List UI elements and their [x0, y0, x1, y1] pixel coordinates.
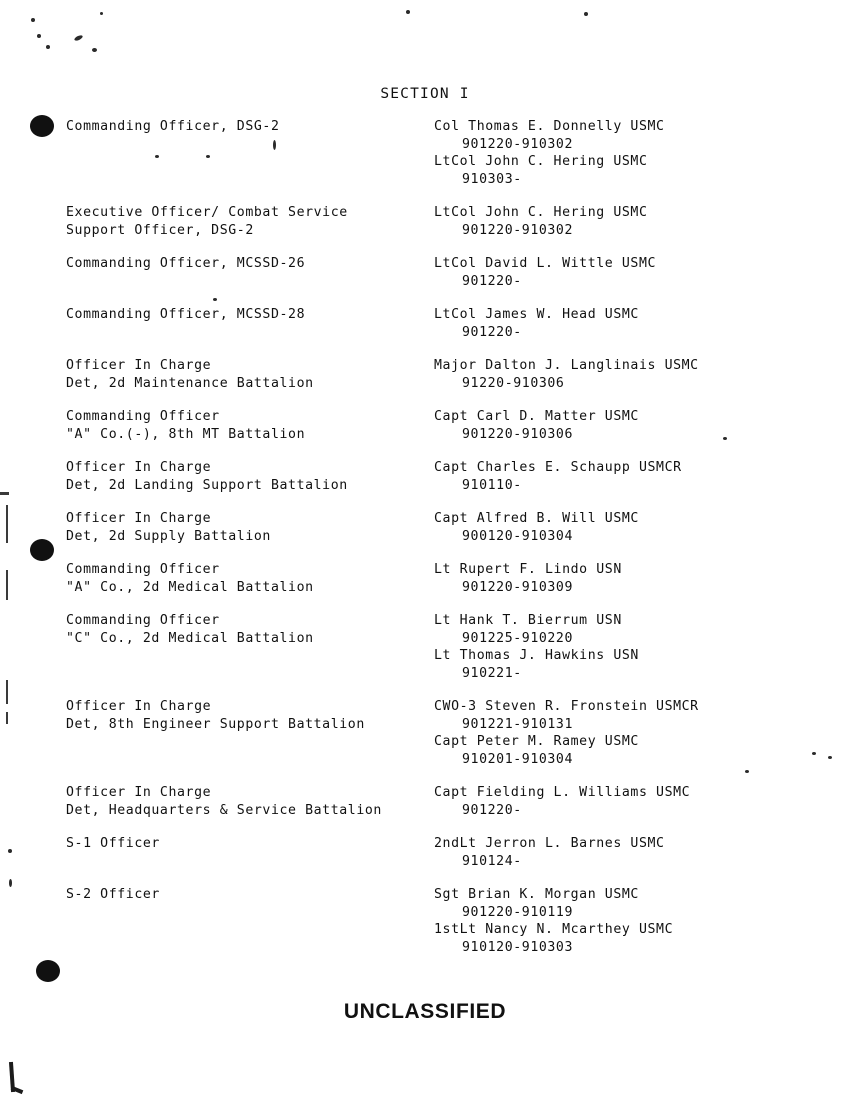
billet-title [66, 612, 434, 647]
roster-entry [66, 408, 796, 443]
roster-entry-row [66, 255, 796, 290]
officer-entry [434, 784, 796, 819]
officer-entry [434, 408, 796, 443]
scan-speck [74, 34, 84, 41]
roster-entry [66, 255, 796, 290]
scan-speck [92, 48, 97, 52]
officer-entry [434, 886, 796, 921]
billet-title-line: Commanding Officer, MCSSD-26 [66, 256, 306, 271]
officer-name: LtCol John C. Hering USMC [434, 154, 648, 169]
billet-title [66, 306, 434, 324]
billet-title-line: "A" Co.(-), 8th MT Battalion [66, 426, 306, 442]
officer-roster-list [66, 118, 796, 972]
officer-entry [434, 698, 796, 733]
officer-list [434, 204, 796, 239]
officer-name: Sgt Brian K. Morgan USMC [434, 887, 639, 902]
officer-name: Lt Hank T. Bierrum USN [434, 613, 622, 628]
roster-entry-row [66, 204, 796, 239]
billet-title-line: Det, 2d Maintenance Battalion [66, 375, 314, 391]
officer-entry [434, 510, 796, 545]
roster-entry [66, 204, 796, 239]
officer-entry [434, 459, 796, 494]
binder-hole-punch-top [30, 115, 54, 137]
billet-title [66, 459, 434, 494]
officer-tour-dates: 900120-910304 [462, 528, 574, 544]
roster-entry-row [66, 698, 796, 768]
roster-entry [66, 118, 796, 188]
officer-name: Major Dalton J. Langlinais USMC [434, 358, 699, 373]
billet-title-line: "C" Co., 2d Medical Battalion [66, 630, 314, 646]
binder-hole-punch-middle [30, 539, 54, 561]
officer-name: Col Thomas E. Donnelly USMC [434, 119, 665, 134]
billet-title-line: Det, 2d Supply Battalion [66, 528, 271, 544]
scan-speck [9, 879, 12, 887]
billet-title-line: Commanding Officer [66, 613, 220, 628]
scan-edge-mark [6, 570, 8, 600]
officer-tour-dates: 901220- [462, 324, 522, 340]
roster-entry-row [66, 784, 796, 819]
roster-entry [66, 510, 796, 545]
billet-title-line: S-2 Officer [66, 887, 160, 902]
officer-entry [434, 835, 796, 870]
officer-list [434, 784, 796, 819]
officer-tour-dates: 901220-910302 [462, 136, 574, 152]
officer-entry [434, 255, 796, 290]
scan-speck [8, 849, 12, 853]
officer-list [434, 698, 796, 768]
officer-tour-dates: 901220-910306 [462, 426, 574, 442]
scan-speck [37, 34, 41, 38]
officer-entry [434, 921, 796, 956]
billet-title-line: Commanding Officer, DSG-2 [66, 119, 280, 134]
roster-entry [66, 835, 796, 870]
billet-title-line: Officer In Charge [66, 460, 212, 475]
officer-list [434, 459, 796, 494]
billet-title [66, 784, 434, 819]
billet-title-line: Officer In Charge [66, 699, 212, 714]
officer-name: Capt Charles E. Schaupp USMCR [434, 460, 682, 475]
officer-list [434, 118, 796, 188]
officer-list [434, 612, 796, 682]
billet-title-line: Support Officer, DSG-2 [66, 222, 254, 238]
officer-tour-dates: 901220-910302 [462, 222, 574, 238]
officer-entry [434, 733, 796, 768]
officer-name: Capt Fielding L. Williams USMC [434, 785, 691, 800]
officer-tour-dates: 910201-910304 [462, 751, 574, 767]
officer-tour-dates: 901220-910119 [462, 904, 574, 920]
officer-entry [434, 612, 796, 647]
officer-tour-dates: 901225-910220 [462, 630, 574, 646]
billet-title [66, 255, 434, 273]
officer-tour-dates: 910124- [462, 853, 522, 869]
officer-tour-dates: 910120-910303 [462, 939, 574, 955]
scan-speck [828, 756, 832, 759]
roster-entry-row [66, 612, 796, 682]
billet-title-line: Executive Officer/ Combat Service [66, 205, 348, 220]
officer-name: Capt Peter M. Ramey USMC [434, 734, 639, 749]
officer-list [434, 357, 796, 392]
officer-name: 1stLt Nancy N. Mcarthey USMC [434, 922, 674, 937]
billet-title-line: Officer In Charge [66, 358, 212, 373]
roster-entry-row [66, 408, 796, 443]
officer-tour-dates: 910221- [462, 665, 522, 681]
scan-edge-mark [6, 680, 8, 704]
roster-entry [66, 459, 796, 494]
officer-list [434, 510, 796, 545]
officer-list [434, 886, 796, 956]
officer-name: CWO-3 Steven R. Fronstein USMCR [434, 699, 699, 714]
officer-tour-dates: 901221-910131 [462, 716, 574, 732]
officer-entry [434, 118, 796, 153]
billet-title [66, 510, 434, 545]
billet-title [66, 204, 434, 239]
billet-title-line: Det, 2d Landing Support Battalion [66, 477, 348, 493]
billet-title-line: S-1 Officer [66, 836, 160, 851]
roster-entry-row [66, 118, 796, 188]
officer-name: Capt Carl D. Matter USMC [434, 409, 639, 424]
roster-entry-row [66, 357, 796, 392]
scan-speck [584, 12, 588, 16]
officer-tour-dates: 91220-910306 [462, 375, 565, 391]
scan-speck [406, 10, 410, 14]
scan-corner-mark [6, 1062, 22, 1096]
billet-title [66, 118, 434, 136]
roster-entry [66, 306, 796, 341]
officer-list [434, 561, 796, 596]
officer-entry [434, 153, 796, 188]
billet-title-line: Det, Headquarters & Service Battalion [66, 802, 382, 818]
officer-entry [434, 357, 796, 392]
roster-entry [66, 561, 796, 596]
officer-list [434, 835, 796, 870]
scan-edge-mark [6, 712, 8, 724]
officer-name: Lt Thomas J. Hawkins USN [434, 648, 639, 663]
officer-tour-dates: 910110- [462, 477, 522, 493]
officer-name: Capt Alfred B. Will USMC [434, 511, 639, 526]
roster-entry-row [66, 510, 796, 545]
scan-edge-mark [0, 492, 9, 495]
officer-entry [434, 306, 796, 341]
billet-title-line: Commanding Officer [66, 562, 220, 577]
billet-title [66, 561, 434, 596]
billet-title [66, 357, 434, 392]
billet-title [66, 698, 434, 733]
officer-list [434, 306, 796, 341]
billet-title [66, 408, 434, 443]
officer-name: LtCol John C. Hering USMC [434, 205, 648, 220]
officer-tour-dates: 901220- [462, 802, 522, 818]
billet-title-line: Officer In Charge [66, 785, 212, 800]
officer-tour-dates: 901220- [462, 273, 522, 289]
scan-speck [31, 18, 35, 22]
officer-name: 2ndLt Jerron L. Barnes USMC [434, 836, 665, 851]
roster-entry [66, 357, 796, 392]
billet-title-line: Commanding Officer, MCSSD-28 [66, 307, 306, 322]
classification-footer: UNCLASSIFIED [343, 1000, 507, 1023]
officer-name: Lt Rupert F. Lindo USN [434, 562, 622, 577]
officer-list [434, 408, 796, 443]
roster-entry [66, 886, 796, 956]
officer-entry [434, 647, 796, 682]
scan-speck [100, 12, 103, 15]
roster-entry [66, 784, 796, 819]
binder-hole-punch-bottom [36, 960, 60, 982]
officer-tour-dates: 910303- [462, 171, 522, 187]
roster-entry [66, 698, 796, 768]
scan-edge-mark [6, 505, 8, 543]
officer-list [434, 255, 796, 290]
billet-title-line: Det, 8th Engineer Support Battalion [66, 716, 365, 732]
officer-name: LtCol James W. Head USMC [434, 307, 639, 322]
billet-title-line: Commanding Officer [66, 409, 220, 424]
roster-entry [66, 612, 796, 682]
billet-title-line: Officer In Charge [66, 511, 212, 526]
roster-entry-row [66, 835, 796, 870]
officer-tour-dates: 901220-910309 [462, 579, 574, 595]
roster-entry-row [66, 561, 796, 596]
roster-entry-row [66, 459, 796, 494]
officer-name: LtCol David L. Wittle USMC [434, 256, 657, 271]
scan-speck [46, 45, 50, 49]
officer-entry [434, 204, 796, 239]
section-title: SECTION I [380, 86, 470, 102]
scan-speck [812, 752, 816, 755]
billet-title-line: "A" Co., 2d Medical Battalion [66, 579, 314, 595]
roster-entry-row [66, 886, 796, 956]
billet-title [66, 886, 434, 904]
roster-entry-row [66, 306, 796, 341]
billet-title [66, 835, 434, 853]
officer-entry [434, 561, 796, 596]
